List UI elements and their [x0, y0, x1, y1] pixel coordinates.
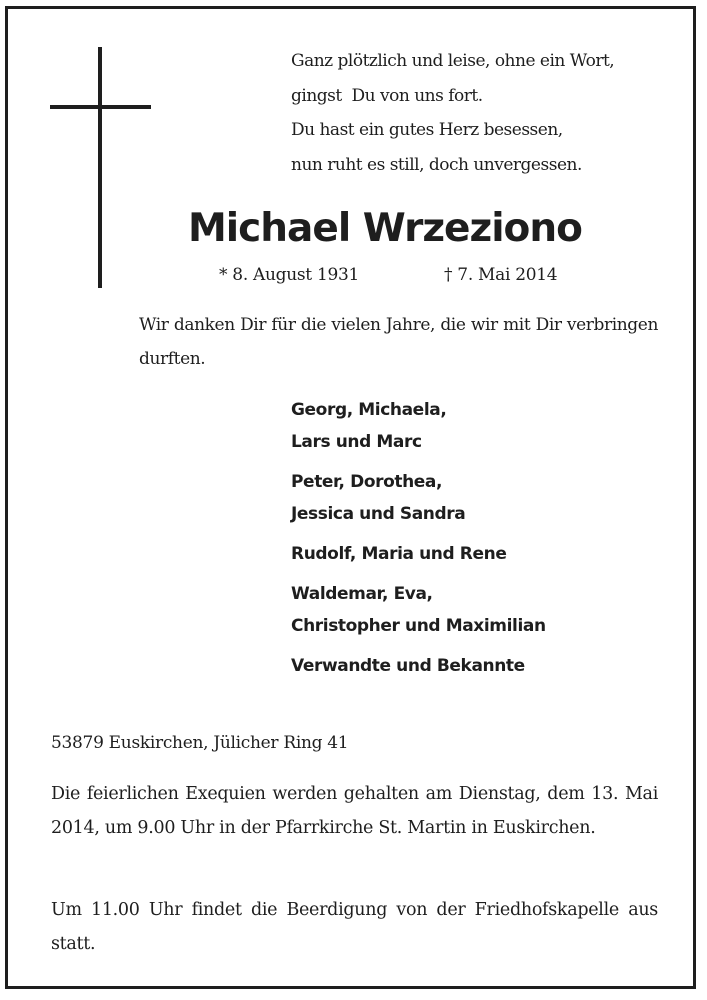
poem-line: gingst Du von uns fort.	[291, 85, 483, 106]
cross-horizontal-bar	[50, 105, 151, 109]
mourner-group	[291, 394, 671, 458]
mourner-line: Jessica und Sandra	[291, 504, 466, 524]
mourner-line: Verwandte und Bekannte	[291, 656, 525, 676]
mourner-group	[291, 650, 671, 682]
mourners-list	[291, 394, 671, 690]
burial-notice: Um 11.00 Uhr findet die Beerdigung von der Friedhofskapelle aus statt.	[51, 900, 658, 954]
funeral-notice: Die feierlichen Exequien werden gehalten am Dienstag, dem 13. Mai 2014, um 9.00 Uhr in der Pfarrkirche St. Martin in Euskirchen.	[51, 784, 658, 838]
mourner-group	[291, 578, 671, 642]
family-address: 53879 Euskirchen, Jülicher Ring 41	[51, 733, 349, 753]
birth-date: * 8. August 1931	[219, 265, 360, 285]
memorial-poem	[291, 44, 681, 182]
mourner-line: Waldemar, Eva,	[291, 584, 433, 604]
mourner-group	[291, 538, 671, 570]
mourner-line: Rudolf, Maria und Rene	[291, 544, 507, 564]
mourner-line: Christopher und Maximilian	[291, 616, 546, 636]
mourner-line: Georg, Michaela,	[291, 400, 447, 420]
mourner-line: Peter, Dorothea,	[291, 472, 443, 492]
mourner-group	[291, 466, 671, 530]
poem-line: Du hast ein gutes Herz besessen,	[291, 120, 563, 140]
poem-line: nun ruht es still, doch unvergessen.	[291, 154, 582, 175]
mourner-line: Lars und Marc	[291, 432, 422, 452]
deceased-name: Michael Wrzeziono	[188, 206, 582, 251]
death-date: † 7. Mai 2014	[444, 265, 558, 285]
poem-line: Ganz plötzlich und leise, ohne ein Wort,	[291, 51, 615, 71]
cross-vertical-bar	[98, 47, 102, 288]
thanks-text: Wir danken Dir für die vielen Jahre, die wir mit Dir verbringen durften.	[139, 315, 658, 369]
